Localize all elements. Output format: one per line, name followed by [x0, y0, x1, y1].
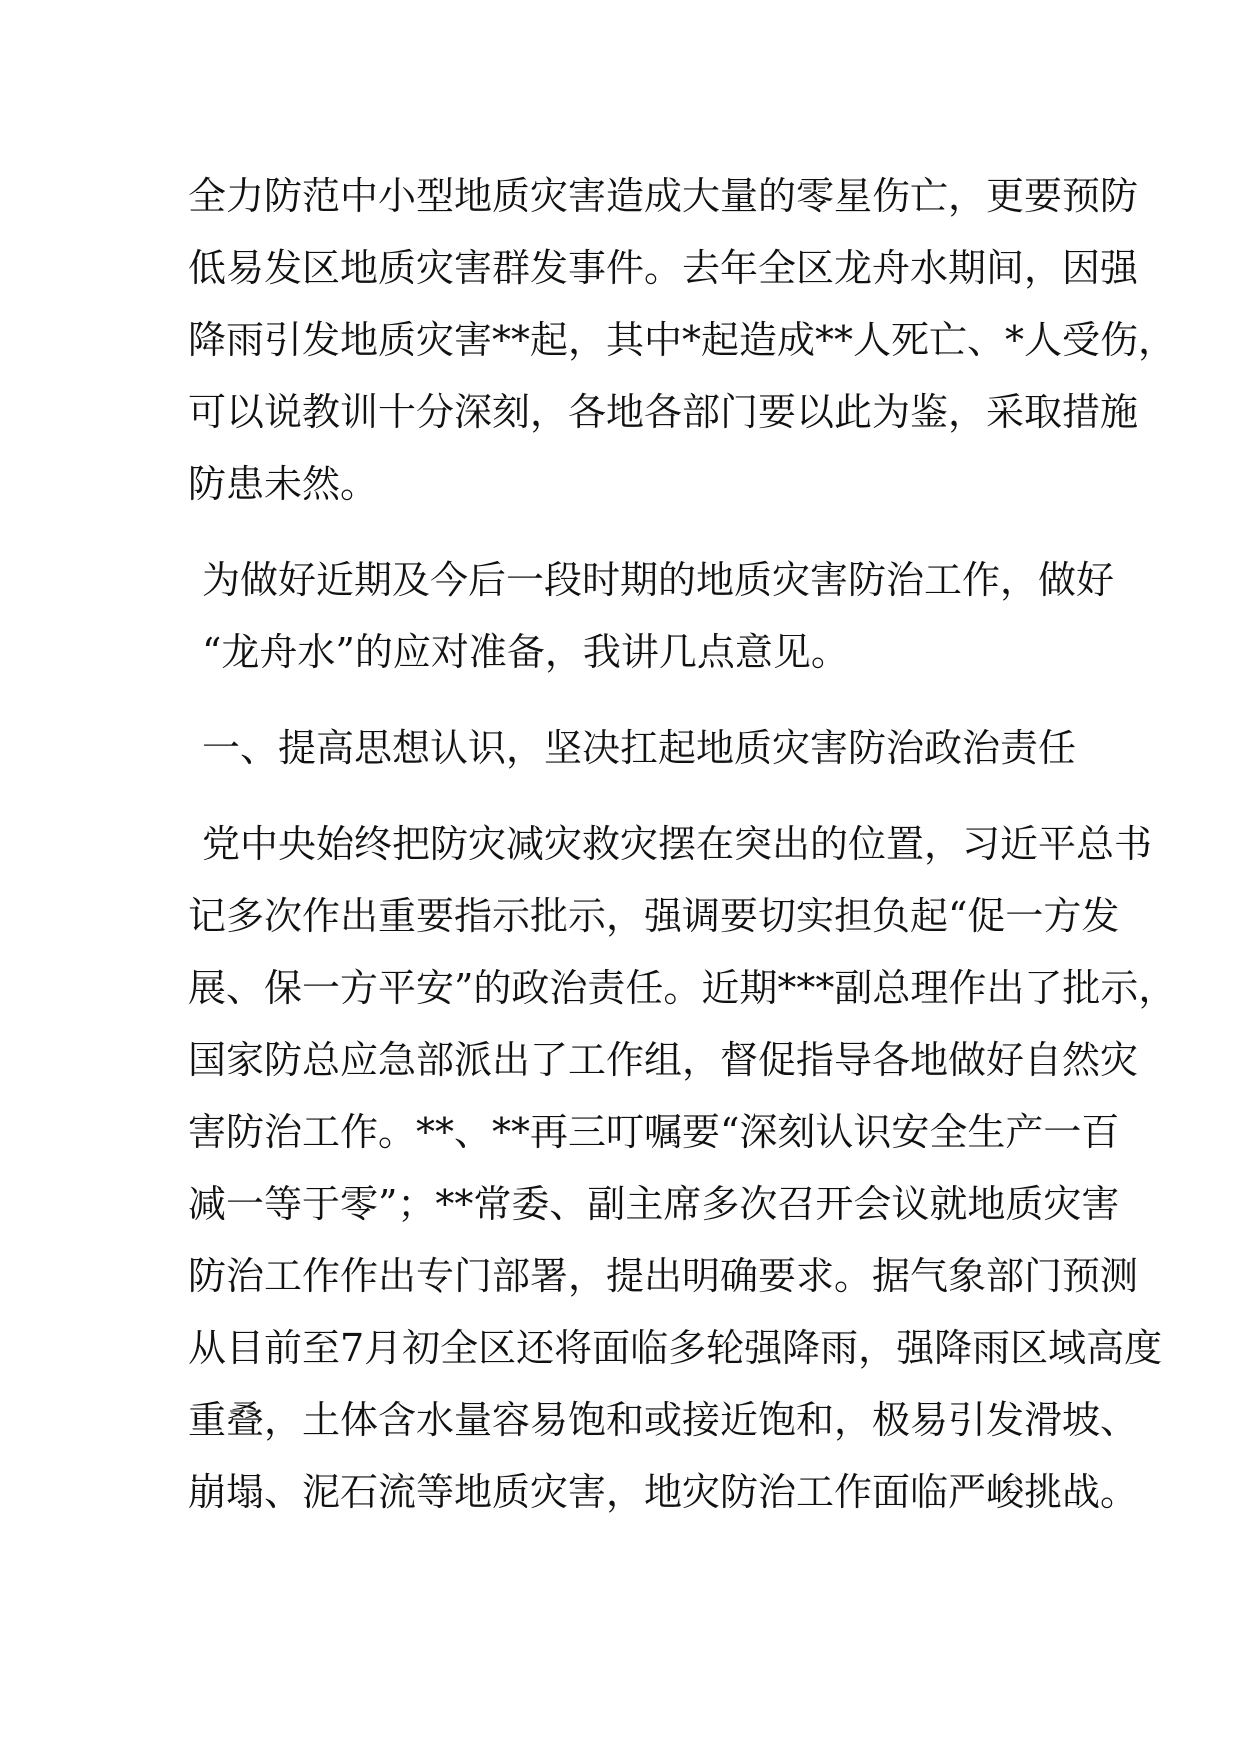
paragraph-intro	[188, 544, 1115, 688]
text-line: 从目前至7月初全区还将面临多轮强降雨，强降雨区域高度	[188, 1326, 1163, 1370]
text-line: 全力防范中小型地质灾害造成大量的零星伤亡，更要预防	[188, 174, 1139, 218]
paragraph-prevention-summary	[188, 160, 1177, 520]
text-line: 害防治工作。**、**再三叮嘱要“深刻认识安全生产一百	[188, 1110, 1120, 1154]
text-line: 记多次作出重要指示批示，强调要切实担负起“促一方发	[188, 894, 1120, 938]
text-line: 可以说教训十分深刻，各地各部门要以此为鉴，采取措施	[188, 390, 1139, 434]
document-body	[188, 160, 1177, 1528]
text-line: 降雨引发地质灾害**起，其中*起造成**人死亡、*人受伤，	[188, 318, 1177, 362]
paragraph-spacer	[188, 520, 1068, 544]
heading-text: 一、提高思想认识，坚决扛起地质灾害防治政治责任	[202, 726, 1077, 770]
text-line: 防患未然。	[188, 462, 379, 506]
text-line: 为做好近期及今后一段时期的地质灾害防治工作，做好	[202, 558, 1115, 602]
text-line: 国家防总应急部派出了工作组，督促指导各地做好自然灾	[188, 1038, 1139, 1082]
text-line: 防治工作作出专门部署，提出明确要求。据气象部门预测	[188, 1254, 1139, 1298]
paragraph-central-guidance	[188, 808, 1177, 1528]
text-line: “龙舟水”的应对准备，我讲几点意见。	[202, 630, 849, 674]
section-heading	[188, 712, 1077, 784]
paragraph-spacer	[188, 784, 1068, 808]
text-line: 崩塌、泥石流等地质灾害，地灾防治工作面临严峻挑战。	[188, 1470, 1139, 1514]
text-line: 减一等于零”；**常委、副主席多次召开会议就地质灾害	[188, 1182, 1120, 1226]
text-line: 低易发区地质灾害群发事件。去年全区龙舟水期间，因强	[188, 246, 1139, 290]
paragraph-spacer	[188, 688, 1068, 712]
text-line: 党中央始终把防灾减灾救灾摆在突出的位置，习近平总书	[202, 822, 1153, 866]
text-line: 展、保一方平安”的政治责任。近期***副总理作出了批示，	[188, 966, 1177, 1010]
text-line: 重叠，土体含水量容易饱和或接近饱和，极易引发滑坡、	[188, 1398, 1139, 1442]
